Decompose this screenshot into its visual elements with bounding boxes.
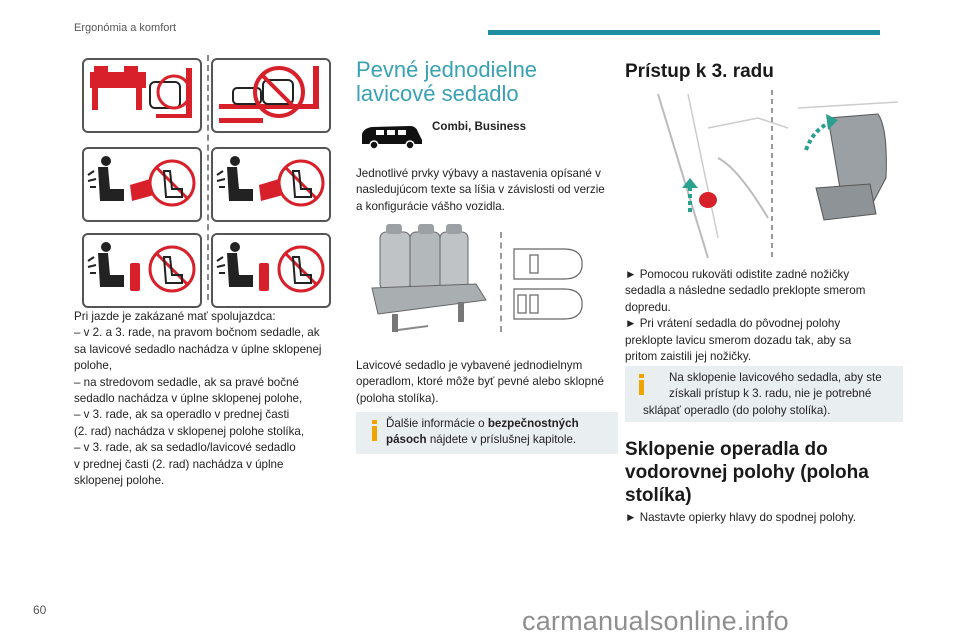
text-line: pritom zaistili jej nožičky. bbox=[625, 350, 752, 364]
text-line: a konfigurácie vášho vozidla. bbox=[356, 199, 505, 213]
pictogram-bench-folded-allowed bbox=[82, 58, 202, 133]
text-line: sklápať operadlo (do polohy stolíka). bbox=[643, 403, 831, 417]
heading-line: lavicové sedadlo bbox=[356, 81, 519, 106]
info-box-third-row bbox=[625, 366, 903, 422]
info-box-seatbelts bbox=[356, 412, 618, 454]
text-line: (2. rad) nachádza v sklopenej polohe stolíka, bbox=[74, 424, 305, 438]
text-line: Jednotlivé prvky výbavy a nastavenia opísané v bbox=[356, 167, 601, 180]
text-line: získali prístup k 3. radu, nie je potrebné bbox=[669, 387, 872, 401]
text-line: nasledujúcom texte sa líšia v závislosti od verzie bbox=[356, 183, 605, 197]
table-position-heading bbox=[625, 438, 915, 507]
text-line: Na sklopenie lavicového sedadla, aby ste bbox=[669, 371, 882, 384]
page-number: 60 bbox=[33, 603, 47, 617]
heading-line: Pevné jednodielne bbox=[356, 57, 538, 82]
heading-line: vodorovnej polohy (poloha bbox=[625, 462, 869, 483]
text-line: – v 3. rade, ak sa sedadlo/lavicové sedadlo bbox=[74, 441, 296, 455]
info-bold: pásoch bbox=[386, 433, 427, 447]
passenger-restrictions-text bbox=[74, 309, 346, 489]
text-line: Lavicové sedadlo je vybavené jednodielnym bbox=[356, 359, 583, 372]
text-line: dopredu. bbox=[625, 300, 671, 314]
text-line: polohe, bbox=[74, 359, 113, 373]
version-label: Combi, Business bbox=[432, 120, 527, 133]
text-line: ► Pomocou rukoväti odistite zadné nožičky bbox=[625, 268, 850, 281]
pictogram-divider bbox=[207, 55, 209, 300]
bench-seat-illustration bbox=[368, 222, 493, 349]
text-line: sedadlo nachádza v úplne sklopenej polohe, bbox=[74, 392, 303, 406]
pictogram-side-seat-folded bbox=[82, 147, 202, 222]
text-line: ► Pri vrátení sedadla do pôvodnej polohy bbox=[625, 317, 841, 331]
info-text: nájdete v príslušnej kapitole. bbox=[426, 433, 577, 447]
heading-line: Sklopenie operadla do bbox=[625, 439, 828, 460]
van-icon bbox=[356, 122, 426, 155]
section-title: Ergonómia a komfort bbox=[74, 22, 177, 34]
access-third-row-heading: Prístup k 3. radu bbox=[625, 61, 774, 82]
seat-tilt-illustration bbox=[648, 88, 900, 265]
text-line: – v 3. rade, ak sa operadlo v prednej časti bbox=[74, 408, 290, 422]
intro-text bbox=[356, 166, 621, 215]
header-rule bbox=[488, 30, 880, 35]
text-line: operadlom, ktoré môže byť pevné alebo sklopné bbox=[356, 375, 604, 389]
text-line: (poloha stolíka). bbox=[356, 391, 439, 405]
heading-line: stolíka) bbox=[625, 485, 692, 506]
text-line: preklopte lavicu smerom dozadu tak, aby sa bbox=[625, 333, 852, 347]
text-line: – na stredovom sedadle, ak sa pravé bočné bbox=[74, 375, 299, 389]
text-line: sedadla a následne sedadlo preklopte smerom bbox=[625, 284, 866, 298]
text-line: v prednej časti (2. rad) nachádza v úplne bbox=[74, 457, 284, 471]
pictogram-backrest-table bbox=[82, 233, 202, 308]
pictogram-bench-upright-forbidden bbox=[211, 58, 331, 133]
bench-seat-heading bbox=[356, 58, 606, 106]
vehicle-topview-icon bbox=[510, 245, 590, 330]
pictogram-side-seat-folded-2 bbox=[211, 147, 331, 222]
text-line: Pri jazde je zakázané mať spolujazdca: bbox=[74, 310, 276, 323]
illustration-divider bbox=[500, 232, 502, 332]
access-steps-text bbox=[625, 267, 905, 365]
bench-description bbox=[356, 358, 621, 407]
watermark: carmanualsonline.info bbox=[522, 606, 789, 636]
text-line: sklopenej polohe. bbox=[74, 474, 165, 488]
text-line: sa lavicové sedadlo nachádza v úplne sklopenej bbox=[74, 342, 322, 356]
pictogram-backrest-table-2 bbox=[211, 233, 331, 308]
info-bold: bezpečnostných bbox=[487, 417, 579, 430]
info-text: Ďalšie informácie o bbox=[386, 417, 488, 430]
text-line: – v 2. a 3. rade, na pravom bočnom sedadle, ak bbox=[74, 326, 320, 340]
info-icon bbox=[372, 420, 378, 441]
headrest-step: ► Nastavte opierky hlavy do spodnej polohy. bbox=[625, 511, 857, 524]
